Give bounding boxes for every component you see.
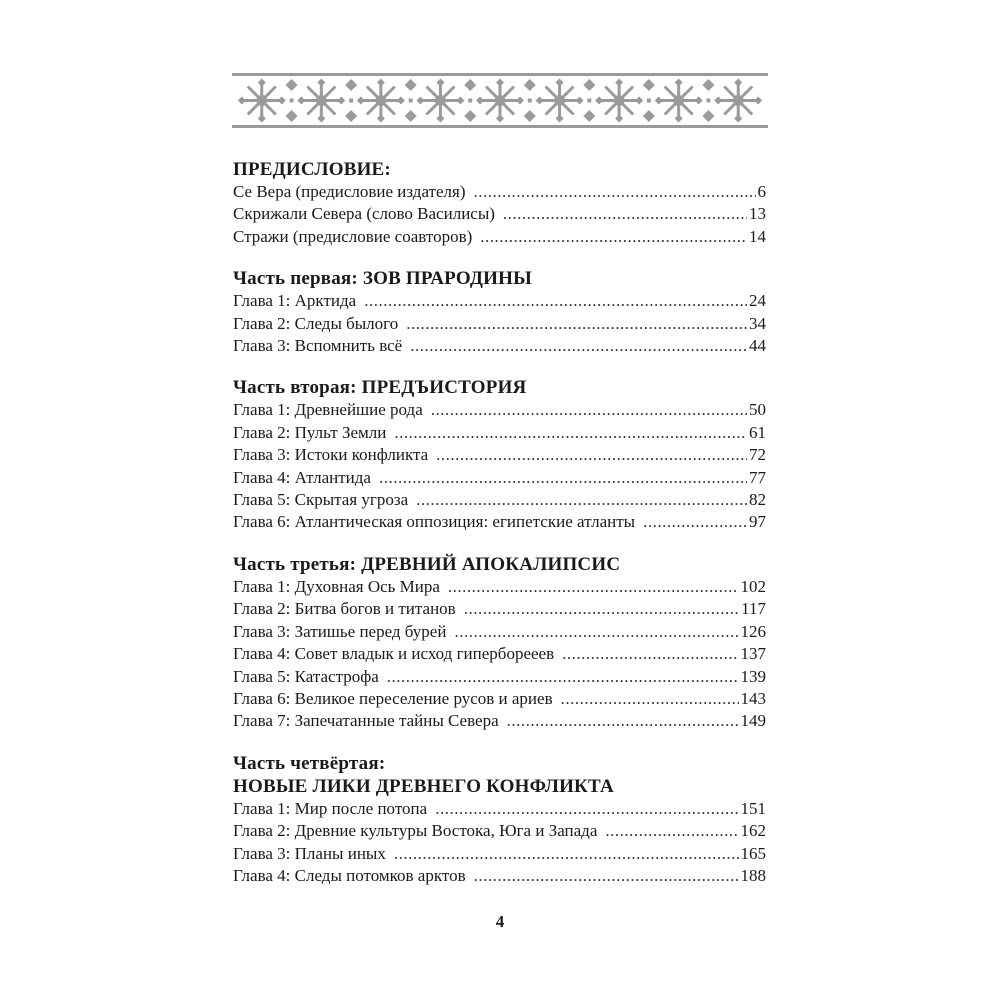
entry-page-number: 13 xyxy=(749,204,766,224)
entry-page-number: 82 xyxy=(749,490,766,510)
dot-leader xyxy=(503,203,747,225)
toc-entry xyxy=(233,422,766,444)
toc-entry xyxy=(233,181,766,203)
entry-title: Глава 4: Следы потомков арктов xyxy=(233,865,466,885)
entry-page-number: 149 xyxy=(740,711,766,731)
entry-title: Глава 3: Вспомнить всё xyxy=(233,336,403,356)
entry-page-number: 24 xyxy=(749,291,766,311)
snowflake-icon xyxy=(416,79,476,123)
dot-leader xyxy=(474,181,756,203)
toc-section xyxy=(233,752,766,888)
toc-entry xyxy=(233,865,766,887)
entry-title: Глава 1: Мир после потопа xyxy=(233,798,428,818)
entry-page-number: 44 xyxy=(749,336,766,356)
section-title: Часть первая: ЗОВ ПРАРОДИНЫ xyxy=(233,268,532,290)
entry-title: Скрижали Севера (слово Василисы) xyxy=(233,204,495,224)
toc-entry xyxy=(233,710,766,732)
entry-title: Глава 3: Планы иных xyxy=(233,843,386,863)
toc-entry xyxy=(233,399,766,421)
toc-entry xyxy=(233,621,766,643)
entry-page-number: 188 xyxy=(740,865,766,885)
entry-title: Глава 6: Великое переселение русов и ариев xyxy=(233,688,553,708)
dot-leader xyxy=(448,576,739,598)
snowflake-icon xyxy=(536,79,596,123)
entry-page-number: 72 xyxy=(749,445,766,465)
toc-entry xyxy=(233,576,766,598)
snowflake-icon xyxy=(655,79,715,123)
dot-leader xyxy=(379,467,747,489)
entry-page-number: 117 xyxy=(741,599,766,619)
toc-section xyxy=(233,376,766,533)
entry-page-number: 34 xyxy=(749,313,766,333)
entry-title: Глава 2: Битва богов и титанов xyxy=(233,599,456,619)
entry-title: Глава 6: Атлантическая оппозиция: египетские атланты xyxy=(233,512,636,532)
dot-leader xyxy=(436,444,747,466)
toc-entry xyxy=(233,843,766,865)
entry-title: Глава 1: Арктида xyxy=(233,291,357,311)
entry-page-number: 165 xyxy=(740,843,766,863)
toc-entry xyxy=(233,688,766,710)
dot-leader xyxy=(394,843,739,865)
dot-leader xyxy=(561,688,739,710)
entry-page-number: 162 xyxy=(740,821,766,841)
toc-entry xyxy=(233,643,766,665)
dot-leader xyxy=(387,666,739,688)
toc-entry xyxy=(233,666,766,688)
toc-section xyxy=(233,553,766,733)
toc-entry xyxy=(233,598,766,620)
entry-title: Глава 3: Истоки конфликта xyxy=(233,445,429,465)
snowflake-icon xyxy=(595,79,655,123)
entry-title: Глава 5: Катастрофа xyxy=(233,666,379,686)
section-subtitle: НОВЫЕ ЛИКИ ДРЕВНЕГО КОНФЛИКТА xyxy=(233,775,614,797)
entry-page-number: 151 xyxy=(740,798,766,818)
entry-title: Глава 7: Запечатанные тайны Севера xyxy=(233,711,499,731)
dot-leader xyxy=(474,865,739,887)
dot-leader xyxy=(364,290,747,312)
dot-leader xyxy=(435,798,738,820)
page-number: 4 xyxy=(495,912,505,931)
dot-leader xyxy=(454,621,738,643)
dot-leader xyxy=(406,313,747,335)
section-title: Часть третья: ДРЕВНИЙ АПОКАЛИПСИС xyxy=(233,553,621,575)
toc-entry xyxy=(233,313,766,335)
table-of-contents xyxy=(233,158,766,906)
dot-leader xyxy=(507,710,739,732)
entry-page-number: 61 xyxy=(749,422,766,442)
entry-title: Глава 4: Атлантида xyxy=(233,467,371,487)
toc-entry xyxy=(233,467,766,489)
entry-page-number: 137 xyxy=(740,644,766,664)
toc-entry xyxy=(233,798,766,820)
dot-leader xyxy=(431,399,747,421)
dot-leader xyxy=(605,820,738,842)
snowflake-icon xyxy=(238,79,298,123)
entry-page-number: 50 xyxy=(749,400,766,420)
snowflake-icon xyxy=(357,79,417,123)
entry-title: Глава 2: Древние культуры Востока, Юга и Запада xyxy=(233,821,598,841)
snowflake-ornament-icon xyxy=(232,73,768,128)
entry-page-number: 77 xyxy=(749,467,766,487)
entry-title: Глава 2: Пульт Земли xyxy=(233,422,387,442)
toc-entry xyxy=(233,335,766,357)
entry-page-number: 97 xyxy=(749,512,766,532)
entry-page-number: 143 xyxy=(740,688,766,708)
entry-title: Глава 4: Совет владык и исход гиперборееев xyxy=(233,644,555,664)
toc-entry xyxy=(233,489,766,511)
entry-page-number: 6 xyxy=(757,182,766,201)
toc-entry xyxy=(233,820,766,842)
toc-entry xyxy=(233,511,766,533)
entry-title: Глава 1: Древнейшие рода xyxy=(233,400,423,420)
entry-page-number: 139 xyxy=(740,666,766,686)
dot-leader xyxy=(464,598,739,620)
snowflake-icon xyxy=(714,79,762,123)
snowflake-icon xyxy=(476,79,536,123)
dot-leader xyxy=(480,226,747,248)
dot-leader xyxy=(416,489,747,511)
entry-title: Се Вера (предисловие издателя) xyxy=(233,182,466,201)
entry-title: Глава 1: Духовная Ось Мира xyxy=(233,576,440,596)
toc-entry xyxy=(233,290,766,312)
dot-leader xyxy=(394,422,747,444)
toc-section xyxy=(233,158,766,248)
snowflake-icon xyxy=(297,79,357,123)
entry-page-number: 102 xyxy=(740,576,766,596)
entry-title: Глава 2: Следы былого xyxy=(233,313,399,333)
toc-entry xyxy=(233,226,766,248)
dot-leader xyxy=(562,643,738,665)
section-title: ПРЕДИСЛОВИЕ: xyxy=(233,159,391,180)
toc-entry xyxy=(233,203,766,225)
section-title: Часть вторая: ПРЕДЪИСТОРИЯ xyxy=(233,377,527,399)
dot-leader xyxy=(643,511,747,533)
section-title: Часть четвёртая: xyxy=(233,752,386,774)
dot-leader xyxy=(410,335,747,357)
toc-section xyxy=(233,267,766,357)
entry-title: Стражи (предисловие соавторов) xyxy=(233,226,473,246)
entry-page-number: 14 xyxy=(749,226,766,246)
entry-page-number: 126 xyxy=(740,621,766,641)
entry-title: Глава 5: Скрытая угроза xyxy=(233,490,409,510)
entry-title: Глава 3: Затишье перед бурей xyxy=(233,621,447,641)
toc-entry xyxy=(233,444,766,466)
